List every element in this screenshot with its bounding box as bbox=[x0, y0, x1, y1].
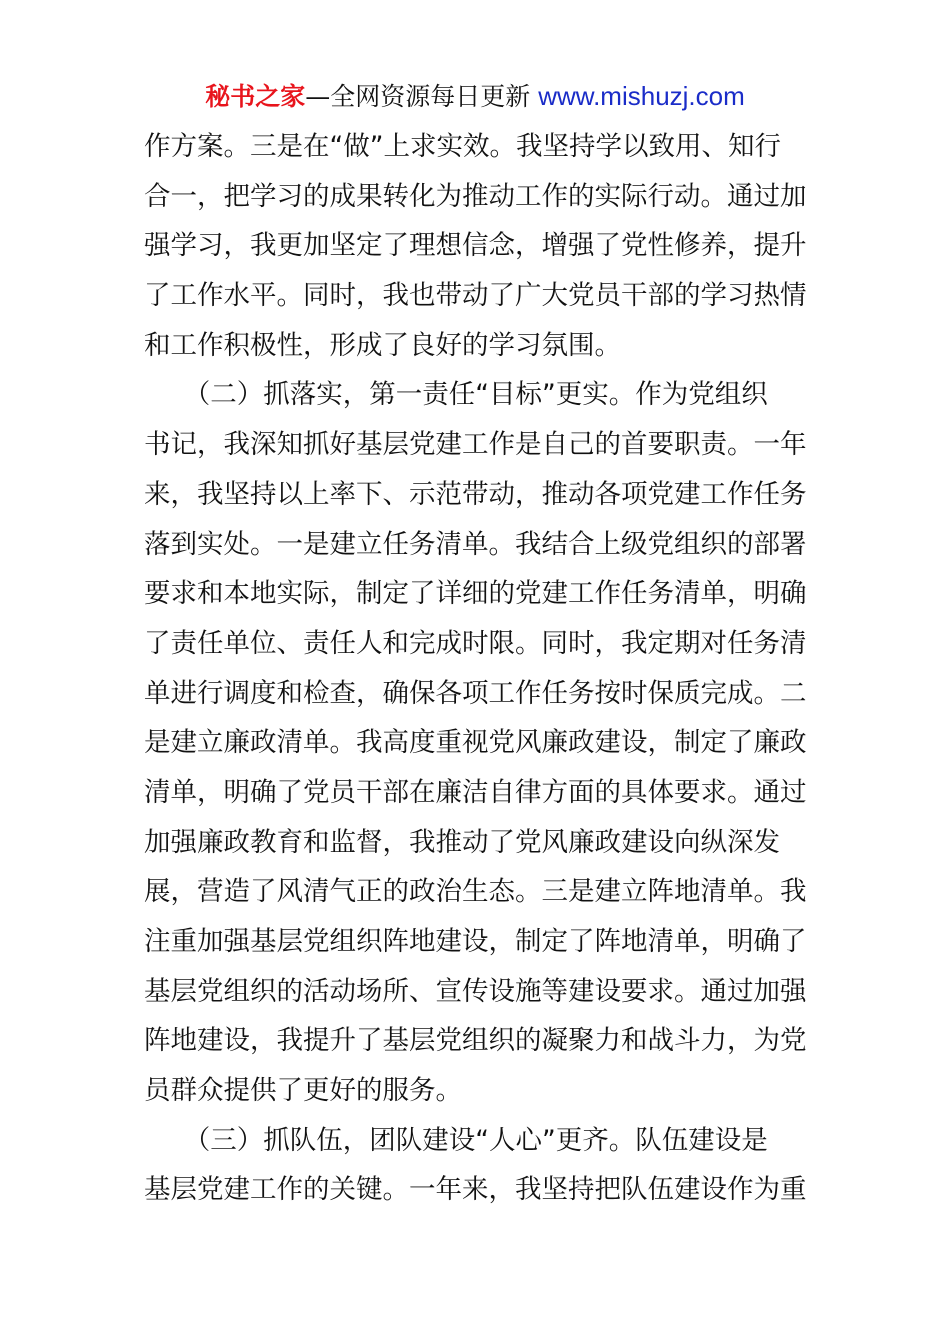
text-line: 基层党组织的活动场所、宣传设施等建设要求。通过加强 bbox=[144, 975, 807, 1007]
text-line: （二）抓落实，第一责任“目标”更实。作为党组织 bbox=[144, 379, 768, 411]
site-header bbox=[0, 78, 950, 115]
text-line: 作方案。三是在“做”上求实效。我坚持学以致用、知行 bbox=[144, 131, 781, 162]
text-line: 了责任单位、责任人和完成时限。同时，我定期对任务清 bbox=[144, 627, 807, 659]
text-line: （三）抓队伍，团队建设“人心”更齐。队伍建设是 bbox=[144, 1124, 768, 1156]
text-line: 书记，我深知抓好基层党建工作是自己的首要职责。一年 bbox=[144, 429, 807, 461]
text-line: 是建立廉政清单。我高度重视党风廉政建设，制定了廉政 bbox=[144, 727, 807, 759]
text-line: 了工作水平。同时，我也带动了广大党员干部的学习热情 bbox=[144, 280, 807, 312]
text-line: 阵地建设，我提升了基层党组织的凝聚力和战斗力，为党 bbox=[144, 1025, 807, 1057]
text-line: 加强廉政教育和监督，我推动了党风廉政建设向纵深发 bbox=[144, 826, 780, 858]
text-line: 落到实处。一是建立任务清单。我结合上级党组织的部署 bbox=[144, 528, 807, 560]
text-line: 基层党建工作的关键。一年来，我坚持把队伍建设作为重 bbox=[144, 1174, 807, 1206]
text-line: 单进行调度和检查，确保各项工作任务按时保质完成。二 bbox=[144, 677, 807, 709]
text-line: 合一，把学习的成果转化为推动工作的实际行动。通过加 bbox=[144, 180, 807, 212]
site-url-link[interactable]: www.mishuzj.com bbox=[538, 81, 745, 111]
text-line: 强学习，我更加坚定了理想信念，增强了党性修养，提升 bbox=[144, 230, 807, 262]
document-body bbox=[144, 122, 824, 1215]
text-line: 注重加强基层党组织阵地建设，制定了阵地清单，明确了 bbox=[144, 926, 807, 957]
text-line: 展，营造了风清气正的政治生态。三是建立阵地清单。我 bbox=[144, 876, 807, 908]
text-line: 要求和本地实际，制定了详细的党建工作任务清单，明确 bbox=[144, 578, 807, 610]
text-line: 来，我坚持以上率下、示范带动，推动各项党建工作任务 bbox=[144, 478, 807, 510]
site-brand: 秘书之家 bbox=[205, 82, 306, 111]
site-slogan: —全网资源每日更新 bbox=[305, 82, 531, 111]
text-line: 和工作积极性，形成了良好的学习氛围。 bbox=[144, 329, 621, 361]
text-line: 员群众提供了更好的服务。 bbox=[144, 1075, 462, 1107]
text-line: 清单，明确了党员干部在廉洁自律方面的具体要求。通过 bbox=[144, 776, 807, 808]
